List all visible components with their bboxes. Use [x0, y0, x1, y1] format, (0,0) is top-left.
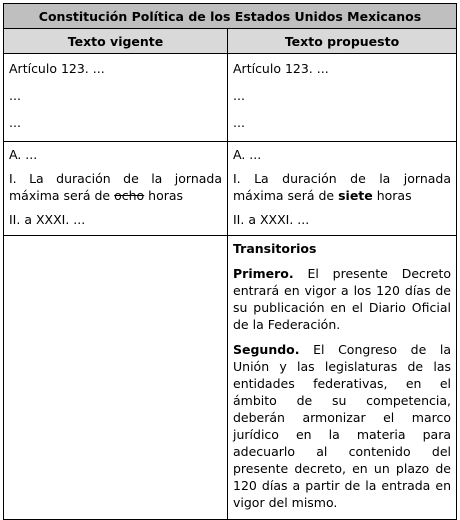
proposed-ellipsis-2: ... [233, 115, 245, 130]
proposed-fraction-i [233, 170, 451, 204]
proposed-ellipsis-1: ... [233, 88, 245, 103]
column-header-current: Texto vigente [4, 29, 228, 54]
current-fractions-cell [4, 142, 228, 236]
segundo-label: Segundo. [233, 342, 300, 357]
current-fraction-i-end: horas [144, 188, 184, 203]
current-article-cell [4, 54, 228, 142]
current-fraction-i-start: I. La duración de la jornada máxima será de [9, 171, 222, 203]
proposed-fractions-cell [228, 142, 457, 236]
primero-label: Primero. [233, 266, 294, 281]
current-ellipsis-1: ... [9, 88, 21, 103]
table-row-article [4, 54, 457, 142]
primero-text: El presente Decreto entrará en vigor a los 120 días de su publicación en el Diario Oficial de la Federación. [233, 266, 451, 332]
proposed-article-text: Artículo 123. ... [233, 61, 329, 76]
table-title: Constitución Política de los Estados Unidos Mexicanos [4, 4, 457, 29]
struck-hours-word: ocho [114, 188, 145, 203]
proposed-section-a: A. ... [233, 147, 262, 162]
current-ellipsis-2: ... [9, 115, 21, 130]
segundo-text: El Congreso de la Unión y las legislaturas de las entidades federativas, en el ámbito de su competencia, deberán armonizar el marco jurídico en la materia para adecuarlo al contenido del presente decreto, en un plazo de 120 días a partir de la entrada en vigor del mismo. [233, 342, 451, 510]
current-fraction-i [9, 170, 222, 204]
proposed-fraction-i-start: I. La duración de la jornada máxima será de [233, 171, 451, 203]
header-row [4, 29, 457, 54]
proposed-fraction-ii: II. a XXXI. ... [233, 212, 310, 227]
article-primero [233, 265, 451, 333]
table-row-fractions [4, 142, 457, 236]
proposed-fraction-i-end: horas [372, 188, 412, 203]
comparison-table [3, 3, 457, 520]
current-empty-cell [4, 236, 228, 520]
column-header-proposed: Texto propuesto [228, 29, 457, 54]
proposed-article-cell [228, 54, 457, 142]
table-row-transitorios [4, 236, 457, 520]
current-article-text: Artículo 123. ... [9, 61, 105, 76]
transitorios-heading: Transitorios [233, 241, 317, 256]
proposed-transitorios-cell [228, 236, 457, 520]
title-row [4, 4, 457, 29]
current-fraction-ii: II. a XXXI. ... [9, 212, 86, 227]
article-segundo [233, 341, 451, 511]
current-section-a: A. ... [9, 147, 38, 162]
bold-hours-word: siete [338, 188, 373, 203]
